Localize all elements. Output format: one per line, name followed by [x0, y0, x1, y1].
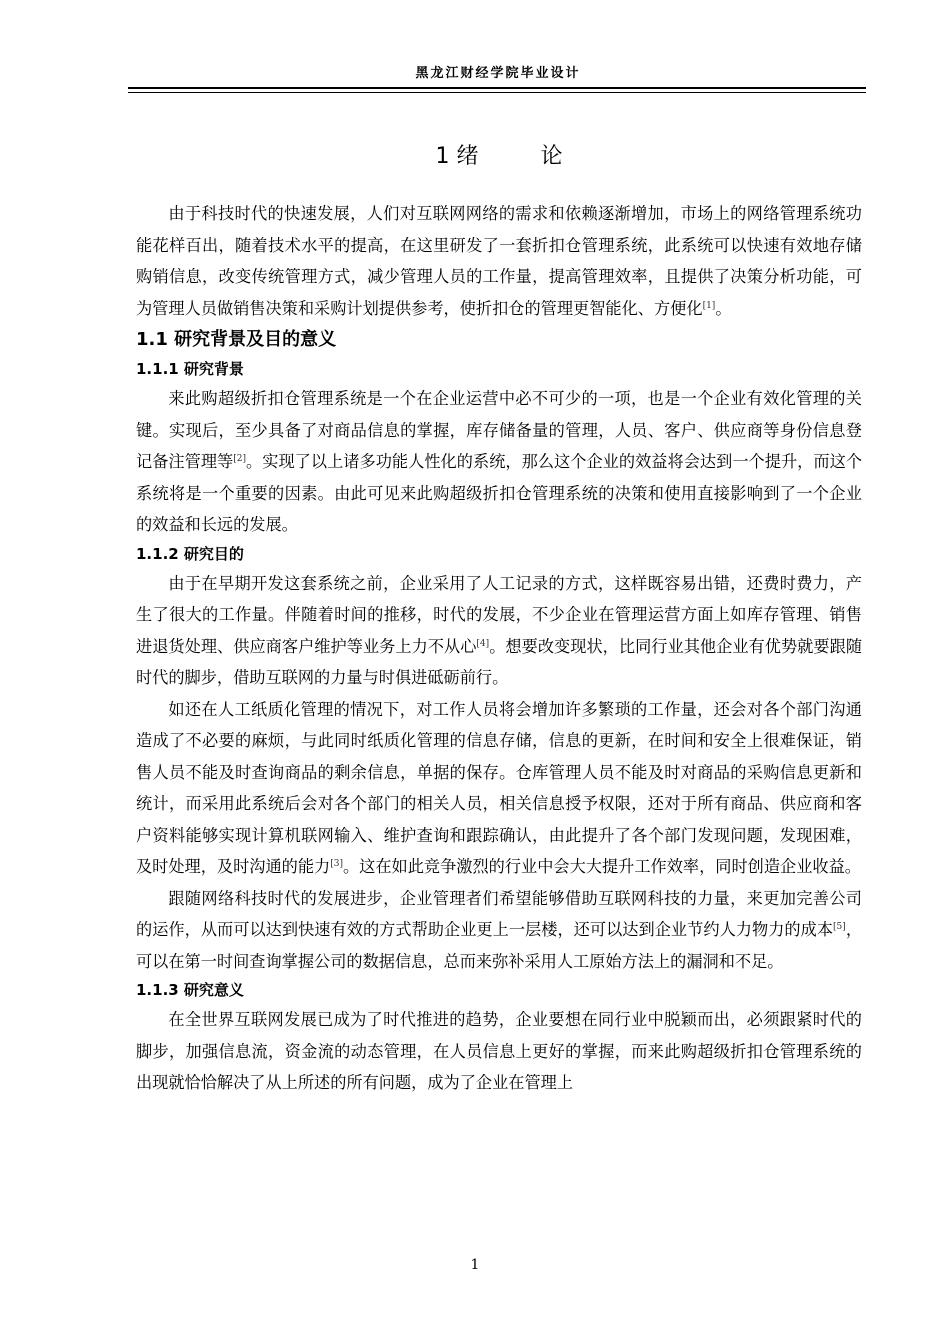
chapter-title — [136, 140, 862, 174]
purpose-paragraph-2: 如还在人工纸质化管理的情况下，对工作人员将会增加许多繁琐的工作量，还会对各个部门沟通造成了不必要的麻烦，与此同时纸质化管理的信息存储，信息的更新，在时间和安全上很难保证，销售人员不能及时查询商品的剩余信息，单据的保存。仓库管理人员不能及时对商品的采购信息更新和统计，而采用此系统后会对各个部门的相关人员，相关信息授予权限，还对于所有商品、供应商和客户资料能够实现计算机联网输入、维护查询和跟踪确认，由此提升了各个部门发现问题，发现困难，及时处理，及时沟通的能力[3]。这在如此竞争激烈的行业中会大大提升工作效率，同时创造企业收益。 — [136, 699, 862, 876]
running-header: 黑龙江财经学院毕业设计 — [415, 66, 581, 81]
intro-paragraph: 由于科技时代的快速发展，人们对互联网网络的需求和依赖逐渐增加，市场上的网络管理系统功能花样百出，随着技术水平的提高，在这里研发了一套折扣仓管理系统，此系统可以快速有效地存储购销信息，改变传统管理方式，减少管理人员的工作量，提高管理效率，且提供了决策分析功能，可为管理人员做销售决策和采购计划提供参考，使折扣仓的管理更智能化、方便化[1]。 — [136, 204, 862, 318]
header-rule-thick — [128, 87, 866, 89]
section-heading-1-1-3: 1.1.3 研究意义 — [136, 981, 244, 999]
page-number: 1 — [470, 1257, 480, 1273]
section-heading-1-1-2: 1.1.2 研究目的 — [136, 544, 244, 563]
chapter-number: 1 — [435, 144, 450, 169]
chapter-title-char-2: 论 — [540, 144, 563, 169]
background-paragraph: 来此购超级折扣仓管理系统是一个在企业运营中必不可少的一项，也是一个企业有效化管理的关键。实现后，至少具备了对商品信息的掌握，库存储备量的管理，人员、客户、供应商等身份信息登记备注管理等[2]。实现了以上诸多功能人性化的系统，那么这个企业的效益将会达到一个提升，而这个系统将是一个重要的因素。由此可见来此购超级折扣仓管理系统的决策和使用直接影响到了一个企业的效益和长远的发展。 — [136, 389, 863, 534]
significance-paragraph: 在全世界互联网发展已成为了时代推进的趋势，企业要想在同行业中脱颖而出，必须跟紧时代的脚步，加强信息流，资金流的动态管理，在人员信息上更好的掌握，而来此购超级折扣仓管理系统的出现就恰恰解决了从上所述的所有问题，成为了企业在管理上 — [136, 1010, 862, 1092]
chapter-title-char-1: 绪 — [456, 144, 479, 169]
purpose-paragraph-1: 由于在早期开发这套系统之前，企业采用了人工记录的方式，这样既容易出错，还费时费力，产生了很大的工作量。伴随着时间的推移，时代的发展，不少企业在管理运营方面上如库存管理、销售进退货处理、供应商客户维护等业务上力不从心[4]。想要改变现状，比同行业其他企业有优势就要跟随时代的脚步，借助互联网的力量与时俱进砥砺前行。 — [136, 573, 863, 687]
citation: [3] — [330, 859, 343, 869]
citation: [1] — [702, 300, 716, 311]
citation: [2] — [233, 454, 247, 464]
citation: [5] — [833, 922, 846, 932]
page-body — [136, 140, 862, 1099]
purpose-paragraph-3: 跟随网络科技时代的发展进步，企业管理者们希望能够借助互联网科技的力量，来更加完善公司的运作，从而可以达到快速有效的方式帮助企业更上一层楼，还可以达到企业节约人力物力的成本[5]，可以在第一时间查询掌握公司的数据信息，总而来弥补采用人工原始方法上的漏洞和不足。 — [136, 888, 863, 971]
section-heading-1-1: 1.1 研究背景及目的意义 — [136, 329, 337, 350]
header-rule-thin — [128, 92, 866, 93]
section-heading-1-1-1: 1.1.1 研究背景 — [136, 360, 244, 378]
citation: [4] — [476, 638, 490, 649]
